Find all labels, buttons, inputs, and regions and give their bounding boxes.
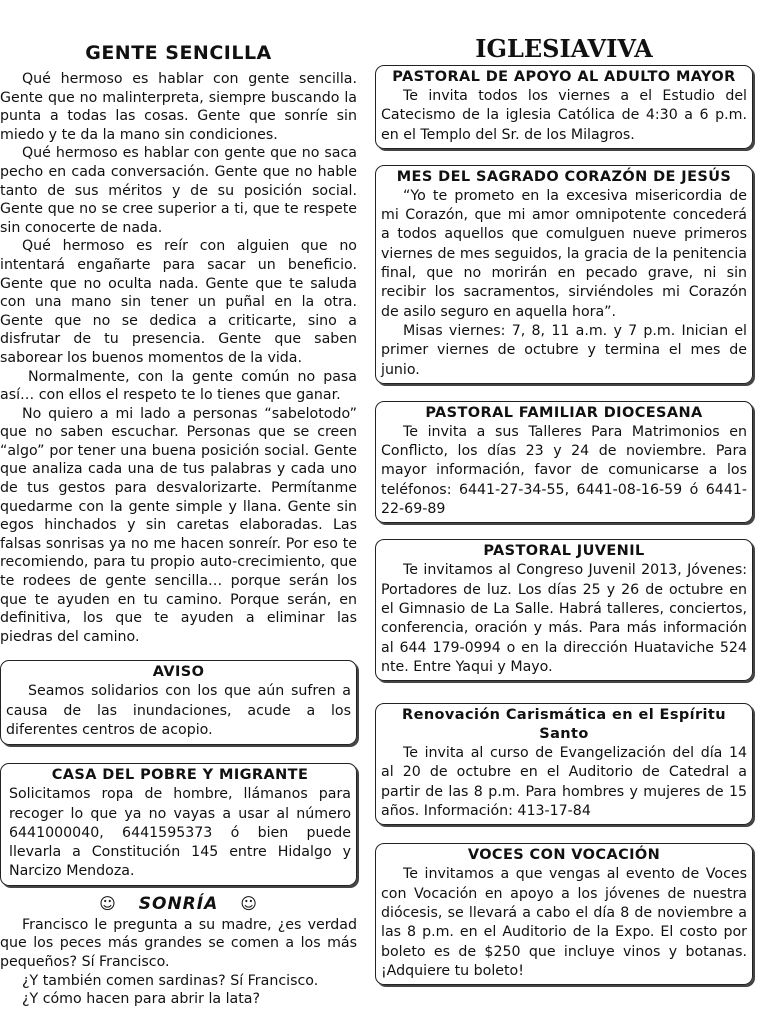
aviso-box — [0, 660, 357, 745]
casa-pobre-title: CASA DEL POBRE Y MIGRANTE — [51, 767, 309, 784]
article-title: GENTE SENCILLA — [85, 42, 272, 64]
smiley-icon: ☺ — [240, 893, 258, 913]
joke-line-2: ¿Y también comen sardinas? Sí Francisco. — [22, 972, 319, 989]
notice-box-sagrado-corazon — [375, 165, 753, 384]
casa-pobre-box — [0, 763, 357, 885]
right-column — [375, 34, 753, 985]
notice-title: VOCES CON VOCACIÓN — [467, 847, 661, 864]
notice-box-pastoral-familiar — [375, 401, 753, 523]
notice-text: Misas viernes: 7, 8, 11 a.m. y 7 p.m. Inician el primer viernes de octubre y termina el mes de junio. — [381, 322, 747, 378]
article-paragraph-3: Qué hermoso es reír con alguien que no intentará engañarte para sacar un beneficio. Gente que no oculta nada. Gente que te saluda con una mano sin tener un puñal en la otra. Gente que no se dedica a criticarte, sino a disfrutar de tu presencia. Gente que saben saborear los buenos momentos de la vida. — [0, 238, 357, 366]
aviso-text: Seamos solidarios con los que aún sufren a causa de las inundaciones, acude a los diferentes centros de acopio. — [6, 683, 351, 738]
notice-box-pastoral-juvenil — [375, 539, 753, 681]
notice-title: PASTORAL FAMILIAR DIOCESANA — [425, 404, 703, 421]
notice-text: Te invita a sus Talleres Para Matrimonios en Conflicto, los días 23 y 24 de noviembre. Para mayor información, favor de comunicarse a los teléfonos: 6441-27-34-55, 6441-08-16-59 ó 6441-22-69-89 — [381, 423, 747, 518]
article-paragraph-1: Qué hermoso es hablar con gente sencilla. Gente que no malinterpreta, siempre buscando la punta a todas las cosas. Gente que sonríe sin miedo y te da la mano sin condiciones. — [0, 71, 357, 143]
notice-box-voces-vocacion — [375, 843, 753, 985]
section-title: IGLESIAVIVA — [475, 34, 653, 63]
aviso-title: AVISO — [152, 664, 205, 681]
notice-box-renovacion — [375, 703, 753, 825]
notice-text: Te invita todos los viernes a el Estudio del Catecismo de la iglesia Católica de 4:30 a 6 p.m. en el Templo del Sr. de los Milagros. — [381, 88, 747, 143]
casa-pobre-text: Solicitamos ropa de hombre, llámanos para recoger lo que ya no vayas a usar al número 6441000040, 6441595373 ó bien puede llevarla a Constitución 145 entre Hidalgo y Narcizo Mendoza. — [9, 786, 351, 880]
sonria-heading — [0, 894, 357, 914]
article-paragraph-2: Qué hermoso es hablar con gente que no saca pecho en cada conversación. Gente que no hable tanto de sus méritos y de su posición social. Gente que no se cree superior a ti, que te respete sin conocerte de nada. — [0, 145, 357, 236]
notice-text: Te invitamos a que vengas al evento de Voces con Vocación en apoyo a los jóvenes de nuestra diócesis, se llevará a cabo el día 8 de noviembre a las 8 p.m. en el Auditorio de la Expo. El costo por boleto es de $250 que incluye vinos y botanas. ¡Adquiere tu boleto! — [381, 866, 747, 979]
notice-title: Renovación Carismática en el Espíritu Santo — [402, 707, 726, 743]
sonria-title: SONRÍA — [138, 893, 219, 914]
joke-line-3: ¿Y cómo hacen para abrir la lata? — [22, 991, 261, 1008]
notice-title: MES DEL SAGRADO CORAZÓN DE JESÚS — [396, 168, 732, 185]
notice-title: PASTORAL DE APOYO AL ADULTO MAYOR — [392, 69, 736, 85]
notice-title: PASTORAL JUVENIL — [483, 543, 645, 560]
smiley-icon: ☺ — [99, 893, 117, 913]
joke-line-1: Francisco le pregunta a su madre, ¿es verdad que los peces más grandes se comen a los más pequeños? Sí Francisco. — [0, 916, 357, 970]
article-paragraph-4: Normalmente, con la gente común no pasa así… con ellos el respeto te lo tienes que ganar. — [0, 368, 357, 404]
article-paragraph-5: No quiero a mi lado a personas “sabelotodo” que no saben escuchar. Personas que se creen “algo” por tener una buena posición social. Gente que analiza cada una de tus palabras y cada uno de tus gestos para desvalorizarte. Permítanme quedarme con la gente simple y llana. Gente sin egos hinchados y sin caretas elaboradas. Las falsas sonrisas ya no me hacen sonreír. Por eso te recomiendo, para tu propio auto-crecimiento, que te rodees de gente sencilla… porque serán los que te ayuden en tu camino. Porque serán, en definitiva, los que te ayuden a eliminar las piedras del camino. — [0, 405, 357, 645]
notice-text: Te invita al curso de Evangelización del día 14 al 20 de octubre en el Auditorio de Catedral a partir de las 8 p.m. Para hombres y mujeres de 15 años. Información: 413-17-84 — [381, 745, 747, 820]
notice-box-adulto-mayor — [375, 65, 753, 149]
notice-text: “Yo te prometo en la excesiva misericordia de mi Corazón, que mi amor omnipotente concederá a todos aquellos que comulguen nueve primeros viernes de mes seguidos, la gracia de la penitencia final, que no morirán en pecado grave, ni sin recibir los sacramentos, sirviéndoles mi Corazón de asilo seguro en aquella hora”. — [381, 187, 747, 320]
notice-text: Te invitamos al Congreso Juvenil 2013, Jóvenes: Portadores de luz. Los días 25 y 26 de octubre en el Gimnasio de La Salle. Habrá talleres, conciertos, conferencia, oración y más. Para más información al 644 179-0994 o en la dirección Huataviche 524 nte. Entre Yaqui y Mayo. — [381, 562, 747, 675]
left-column — [0, 38, 357, 1009]
